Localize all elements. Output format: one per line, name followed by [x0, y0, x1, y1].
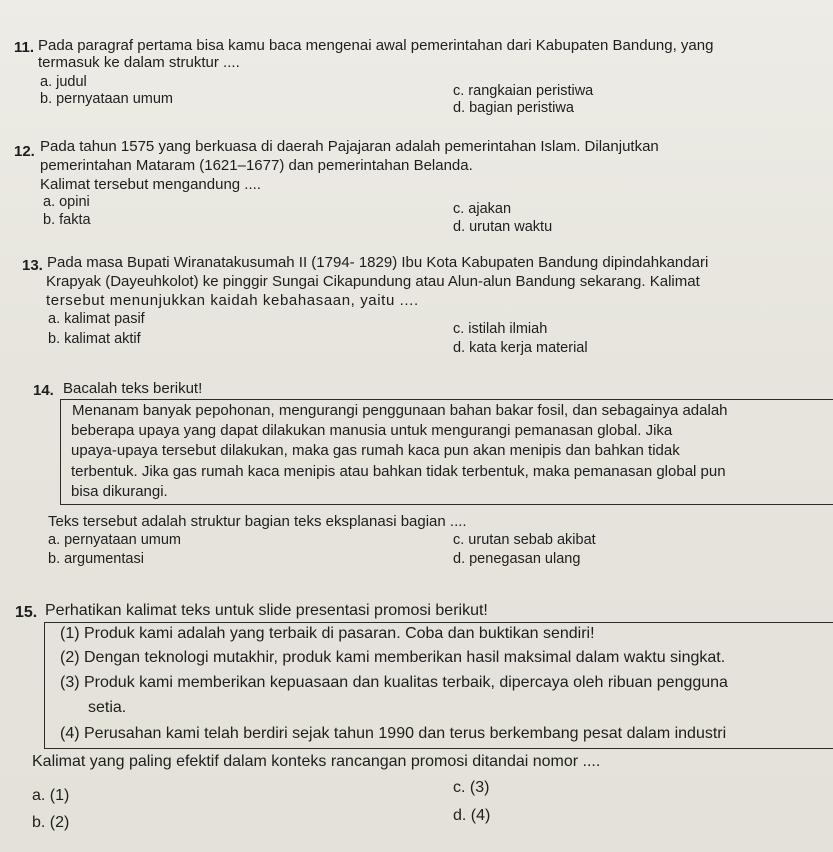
- q13-stem-line1: Pada masa Bupati Wiranatakusumah II (1794- 1829) Ibu Kota Kabupaten Bandung dipindahkandari: [47, 254, 709, 271]
- q15-item-1: (1) Produk kami adalah yang terbaik di pasaran. Coba dan buktikan sendiri!: [60, 625, 595, 642]
- q14-intro: Bacalah teks berikut!: [63, 380, 203, 397]
- q12-stem-line1: Pada tahun 1575 yang berkuasa di daerah Pajajaran adalah pemerintahan Islam. Dilanjutkan: [40, 138, 659, 155]
- q11-option-b: b. pernyataan umum: [40, 91, 173, 107]
- q15-option-d: d. (4): [453, 807, 491, 824]
- q14-box-line1: Menanam banyak pepohonan, mengurangi penggunaan bahan bakar fosil, dan sebagainya adalah: [72, 402, 728, 419]
- q14-option-d: d. penegasan ulang: [453, 551, 581, 567]
- q14-option-b: b. argumentasi: [48, 551, 144, 567]
- q15-item-2: (2) Dengan teknologi mutakhir, produk kami memberikan hasil maksimal dalam waktu singkat.: [60, 649, 726, 666]
- q13-stem-line2: Krapyak (Dayeuhkolot) ke pinggir Sungai Cikapundung atau Alun-alun Bandung sekarang. Kalimat: [46, 273, 700, 290]
- q12-stem-line3: Kalimat tersebut mengandung ....: [40, 176, 261, 193]
- q11-stem-line2: termasuk ke dalam struktur ....: [38, 54, 240, 71]
- q15-option-c: c. (3): [453, 779, 490, 796]
- q11-option-d: d. bagian peristiwa: [453, 100, 574, 116]
- q15-item-3-line1: (3) Produk kami memberikan kepuasaan dan kualitas terbaik, dipercaya oleh ribuan pengguna: [60, 674, 728, 691]
- q15-item-4: (4) Perusahan kami telah berdiri sejak tahun 1990 dan terus berkembang pesat dalam industri: [60, 725, 727, 742]
- q14-box-line4: terbentuk. Jika gas rumah kaca menipis atau bahkan tidak terbentuk, maka pemanasan global pun: [71, 463, 726, 480]
- q13-option-b: b. kalimat aktif: [48, 331, 141, 347]
- q13-option-c: c. istilah ilmiah: [453, 321, 548, 337]
- q12-option-a: a. opini: [43, 194, 90, 210]
- q11-stem-line1: Pada paragraf pertama bisa kamu baca mengenai awal pemerintahan dari Kabupaten Bandung, yang: [38, 37, 714, 54]
- q12-option-c: c. ajakan: [453, 201, 512, 217]
- q15-option-a: a. (1): [32, 787, 70, 804]
- q12-option-d: d. urutan waktu: [453, 219, 553, 235]
- q14-question: Teks tersebut adalah struktur bagian teks eksplanasi bagian ....: [48, 513, 467, 530]
- q14-option-a: a. pernyataan umum: [48, 532, 181, 548]
- q14-box-line2: beberapa upaya yang dapat dilakukan manusia untuk mengurangi pemanasan global. Jika: [71, 422, 673, 439]
- q14-box-line3: upaya-upaya tersebut dilakukan, maka gas rumah kaca pun akan menipis dan bahkan tidak: [71, 442, 680, 459]
- q15-option-b: b. (2): [32, 814, 70, 831]
- q13-number: 13.: [22, 257, 43, 274]
- q15-question: Kalimat yang paling efektif dalam konteks rancangan promosi ditandai nomor ....: [32, 753, 601, 770]
- q14-box-line5: bisa dikurangi.: [71, 483, 168, 500]
- q11-number: 11.: [14, 39, 35, 56]
- q14-option-c: c. urutan sebab akibat: [453, 532, 596, 548]
- q12-number: 12.: [14, 143, 35, 160]
- q12-stem-line2: pemerintahan Mataram (1621–1677) dan pemerintahan Belanda.: [40, 157, 473, 174]
- q15-intro: Perhatikan kalimat teks untuk slide presentasi promosi berikut!: [45, 602, 488, 619]
- q11-option-a: a. judul: [40, 74, 87, 90]
- q15-number: 15.: [15, 604, 38, 621]
- q13-stem-line3: tersebut menunjukkan kaidah kebahasaan, yaitu ....: [46, 292, 419, 309]
- q14-number: 14.: [33, 382, 54, 399]
- q12-option-b: b. fakta: [43, 212, 91, 228]
- q13-option-a: a. kalimat pasif: [48, 311, 145, 327]
- q15-item-3-line2: setia.: [88, 699, 127, 716]
- q11-option-c: c. rangkaian peristiwa: [453, 83, 594, 99]
- q13-option-d: d. kata kerja material: [453, 340, 588, 356]
